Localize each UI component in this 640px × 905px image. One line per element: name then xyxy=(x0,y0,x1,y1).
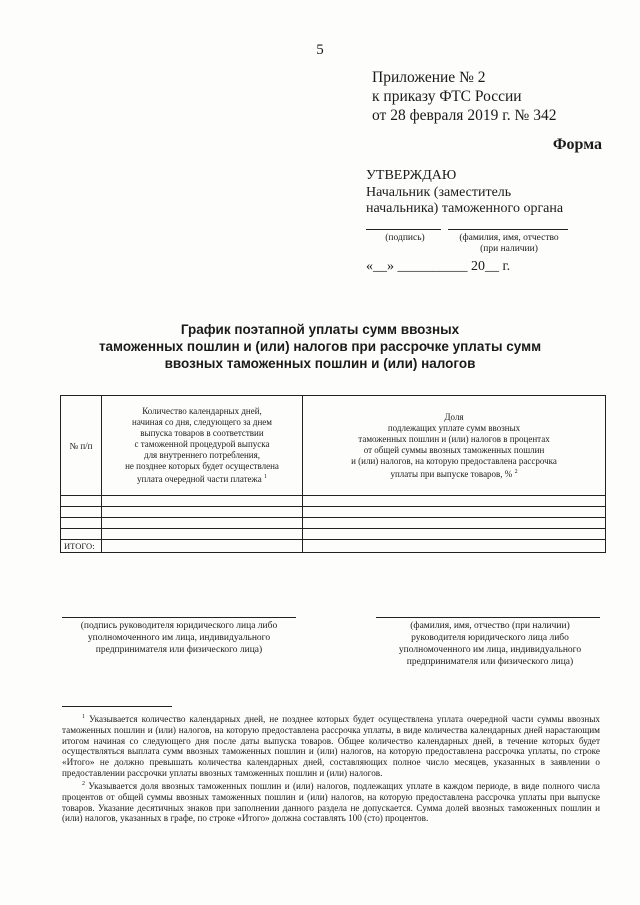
appendix-block xyxy=(372,68,556,125)
table-cell xyxy=(102,518,303,529)
footnote-text: Указывается доля ввозных таможенных пошлин и (или) налогов, подлежащих уплате в каждом периоде, в виде полного числа процентов от общей суммы ввозных таможенных пошлин и (или) налогов, на которую предоставлена рассрочка уплаты при выпуске товаров. Указание десятичных знаков при заполнении данного раздела не допускается. Сумма долей ввозных таможенных пошлин и (или) налогов, указанных в графе, по строке «Итого» должна составлять 100 (сто) процентов. xyxy=(62,780,600,824)
approval-position: Начальник (заместитель xyxy=(366,184,512,200)
header-line: таможенных пошлин и (или) налогов в процентах xyxy=(358,433,550,444)
total-label: ИТОГО: xyxy=(61,540,102,553)
table-cell xyxy=(102,507,303,518)
approval-position: начальника) таможенного органа xyxy=(366,201,564,216)
name-caption-line: (при наличии) xyxy=(480,244,538,254)
table-cell xyxy=(303,507,606,518)
caption-line: предпринимателя или физического лица) xyxy=(95,645,263,655)
footnote-mark: 1 xyxy=(82,714,85,720)
table-cell xyxy=(102,529,303,540)
table-row xyxy=(61,518,606,529)
header-line: от общей суммы ввозных таможенных пошлин xyxy=(363,444,545,455)
name-caption xyxy=(450,233,568,255)
form-label: Форма xyxy=(552,136,602,153)
header-line: не позднее которых будет осуществлена xyxy=(125,461,279,471)
header-share xyxy=(303,396,606,496)
signature-caption: (подпись) xyxy=(385,233,425,243)
caption-line: уполномоченного им лица, индивидуального xyxy=(87,633,271,643)
table-cell xyxy=(61,507,102,518)
table-header-row xyxy=(61,396,606,496)
header-line: подлежащих уплате сумм ввозных xyxy=(387,422,521,433)
table-row xyxy=(61,507,606,518)
applicant-name-line xyxy=(376,617,600,618)
table-cell xyxy=(303,529,606,540)
header-line: Доля xyxy=(444,411,464,422)
footnote-ref: 2 xyxy=(514,468,518,475)
table-cell xyxy=(102,496,303,507)
appendix-line: к приказу ФТС России xyxy=(372,88,522,105)
footnote-ref: 1 xyxy=(263,474,267,480)
name-caption-line: (фамилия, имя, отчество xyxy=(459,233,559,243)
table-cell xyxy=(61,518,102,529)
footnote-1 xyxy=(62,712,600,779)
payment-schedule-table xyxy=(60,395,606,553)
approval-date: «__» __________ 20__ г. xyxy=(366,259,511,274)
header-line: и (или) налогов, на которую предоставлена рассрочка xyxy=(351,455,557,466)
table-cell xyxy=(61,496,102,507)
header-line: для внутреннего потребления, xyxy=(143,450,260,460)
approval-block xyxy=(366,168,563,218)
table-row xyxy=(61,529,606,540)
table-cell xyxy=(303,496,606,507)
table-cell xyxy=(303,518,606,529)
header-line xyxy=(102,472,302,485)
header-days xyxy=(102,396,303,496)
appendix-line: от 28 февраля 2019 г. № 342 xyxy=(372,107,557,124)
total-share-cell xyxy=(303,540,606,553)
header-text: уплата очередной части платежа xyxy=(137,474,262,484)
approval-heading: УТВЕРЖДАЮ xyxy=(366,168,457,183)
header-line: начиная со дня, следующего за днем xyxy=(132,417,272,427)
caption-line: (подпись руководителя юридического лица либо xyxy=(80,621,278,631)
name-line xyxy=(448,229,568,230)
footnotes xyxy=(62,712,600,824)
caption-line: руководителя юридического лица либо xyxy=(411,633,569,643)
header-text: уплаты при выпуске товаров, % xyxy=(390,468,513,479)
footnote-2 xyxy=(62,779,600,824)
title-line: ввозных таможенных пошлин и (или) налогов xyxy=(164,356,476,371)
footnote-text: Указывается количество календарных дней, не позднее которых будет осуществлена уплата очередной части суммы ввозных таможенных пошлин и (или) налогов, на которую предоставлена рассрочка уплаты, в виде количества календарных дней нарастающим итогом начиная со следующего дня после даты выпуска товаров. Общее количество календарных дней, в течение которых будет осуществляться выплата сумм ввозных таможенных пошлин и (или) налогов, на которую предоставлена рассрочка уплаты, по строке «Итого» не должно превышать количества календарных дней, составляющих полное число месяцев, указанных в заявлении о предоставлении рассрочки уплаты ввозных таможенных пошлин и (или) налогов. xyxy=(62,714,601,779)
title-line: График поэтапной уплаты сумм ввозных xyxy=(180,322,460,337)
appendix-line: Приложение № 2 xyxy=(372,69,486,86)
table-cell xyxy=(61,529,102,540)
table-row xyxy=(61,496,606,507)
caption-line: (фамилия, имя, отчество (при наличии) xyxy=(410,621,570,631)
title-line: таможенных пошлин и (или) налогов при рассрочке уплаты сумм xyxy=(98,339,542,354)
header-line: с таможенной процедурой выпуска xyxy=(134,439,270,449)
applicant-name-caption xyxy=(372,620,608,668)
header-number: № п/п xyxy=(61,396,102,496)
header-line: выпуска товаров в соответствии xyxy=(140,428,264,438)
total-row xyxy=(61,540,606,553)
total-days-cell xyxy=(102,540,303,553)
signature-line xyxy=(366,229,441,230)
caption-line: уполномоченного им лица, индивидуального xyxy=(398,645,582,655)
header-line: Количество календарных дней, xyxy=(142,406,262,416)
document-title xyxy=(0,321,640,372)
applicant-signature-line xyxy=(62,617,296,618)
applicant-signature-caption xyxy=(55,620,303,656)
header-line xyxy=(303,467,605,480)
footnote-separator xyxy=(62,706,172,707)
page-number: 5 xyxy=(316,42,324,58)
caption-line: предпринимателя или физического лица) xyxy=(406,657,574,667)
footnote-mark: 2 xyxy=(82,780,85,787)
